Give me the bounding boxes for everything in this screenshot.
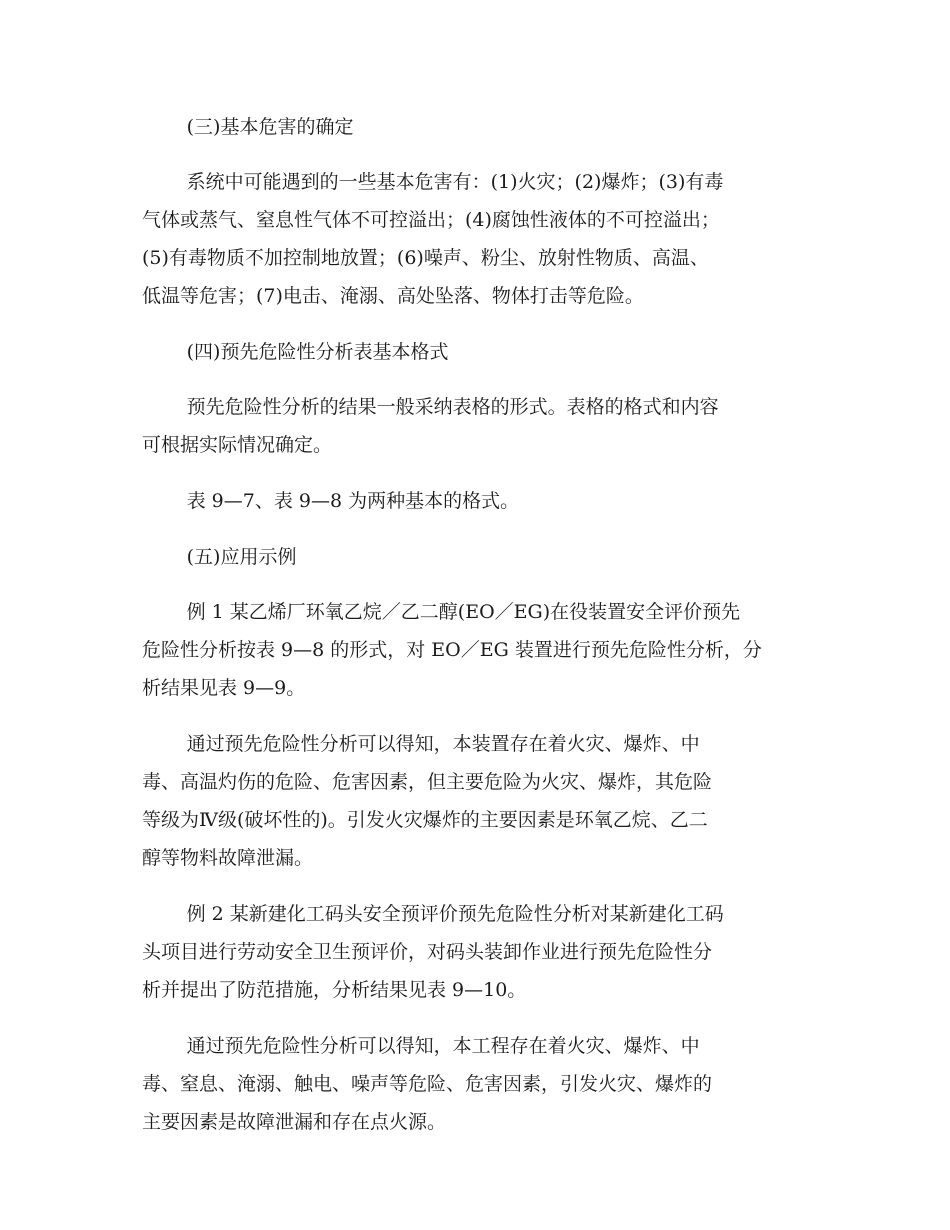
text-line: 可根据实际情况确定。 xyxy=(142,434,333,456)
text-line: 低温等危害；(7)电击、淹溺、高处坠落、物体打击等危险。 xyxy=(142,285,644,307)
text-line: (5)有毒物质不加控制地放置；(6)噪声、粉尘、放射性物质、高温、 xyxy=(142,247,709,269)
paragraph-result-1 xyxy=(142,725,808,877)
text-line: 气体或蒸气、窒息性气体不可控溢出；(4)腐蚀性液体的不可控溢出； xyxy=(142,209,720,231)
text-line: 析结果见表 9—9。 xyxy=(142,677,306,699)
paragraph-table-format xyxy=(142,388,808,464)
paragraph-result-2 xyxy=(142,1027,808,1141)
text-line: 通过预先危险性分析可以得知，本工程存在着火灾、爆炸、中 xyxy=(186,1035,700,1057)
text-line: (三)基本危害的确定 xyxy=(186,116,354,138)
text-line: 等级为Ⅳ级(破坏性的)。引发火灾爆炸的主要因素是环氧乙烷、乙二 xyxy=(142,809,708,831)
section-heading-hazards xyxy=(142,108,808,146)
text-line: 系统中可能遇到的一些基本危害有：(1)火灾；(2)爆炸；(3)有毒 xyxy=(186,171,724,193)
paragraph-example-2 xyxy=(142,895,808,1009)
text-line: 例 2 某新建化工码头安全预评价预先危险性分析对某新建化工码 xyxy=(186,903,724,925)
text-line: 毒、窒息、淹溺、触电、噪声等危险、危害因素，引发火灾、爆炸的 xyxy=(142,1073,713,1095)
text-line: 毒、高温灼伤的危险、危害因素，但主要危险为火灾、爆炸，其危险 xyxy=(142,771,713,793)
text-line: 醇等物料故障泄漏。 xyxy=(142,847,314,869)
document-body xyxy=(142,108,808,1159)
text-line: 危险性分析按表 9—8 的形式，对 EO／EG 装置进行预先危险性分析，分 xyxy=(142,639,762,661)
section-heading-table-format xyxy=(142,333,808,371)
text-line: 例 1 某乙烯厂环氧乙烷／乙二醇(EO／EG)在役装置安全评价预先 xyxy=(186,601,741,623)
paragraph-example-1 xyxy=(142,593,808,707)
text-line: 通过预先危险性分析可以得知，本装置存在着火灾、爆炸、中 xyxy=(186,733,700,755)
text-line: 头项目进行劳动安全卫生预评价，对码头装卸作业进行预先危险性分 xyxy=(142,941,713,963)
text-line: (五)应用示例 xyxy=(186,546,297,568)
paragraph-table-reference xyxy=(142,482,808,520)
paragraph-basic-hazards xyxy=(142,163,808,315)
text-line: (四)预先危险性分析表基本格式 xyxy=(186,341,449,363)
section-heading-examples xyxy=(142,538,808,576)
text-line: 主要因素是故障泄漏和存在点火源。 xyxy=(142,1111,447,1133)
text-line: 析并提出了防范措施，分析结果见表 9—10。 xyxy=(142,979,527,1001)
text-line: 预先危险性分析的结果一般采纳表格的形式。表格的格式和内容 xyxy=(186,396,719,418)
text-line: 表 9—7、表 9—8 为两种基本的格式。 xyxy=(186,490,520,512)
